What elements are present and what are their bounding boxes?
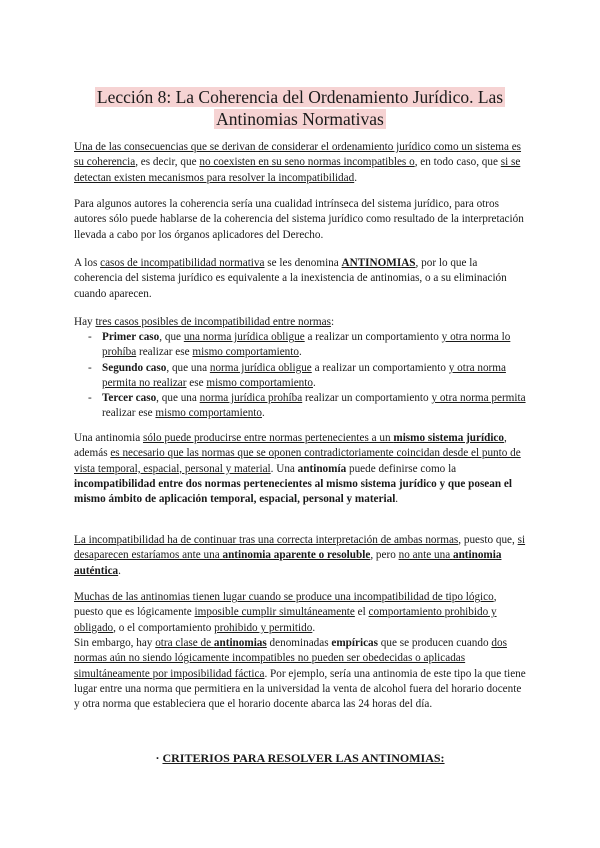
underlined-text: dos normas aún no siendo lógicamente incompatibles no pueden ser obedecidas o aplicadas simultáneamente por imposibilidad fáctica xyxy=(74,637,507,680)
underlined-text xyxy=(222,549,370,561)
text: denominadas xyxy=(266,637,332,649)
text: . Una xyxy=(270,462,298,475)
text: . xyxy=(298,346,302,359)
text: . xyxy=(312,621,316,634)
underlined-text: si desaparecen estaríamos ante una xyxy=(74,534,526,562)
text: , que una xyxy=(166,361,210,374)
dash-bullet: - xyxy=(88,331,92,343)
text: . xyxy=(312,376,316,389)
text: se les denomina xyxy=(264,257,342,269)
underlined-text: Muchas de las antinomias tienen lugar cuando se produce una incompatibilidad de tipo lógico xyxy=(74,591,494,603)
text: realizar un comportamiento xyxy=(302,392,432,405)
underlined-text: comportamiento prohibido y obligado xyxy=(74,606,497,634)
underlined-text: norma jurídica obligue xyxy=(209,361,312,374)
bold-text: Tercer caso xyxy=(102,392,157,405)
paragraph-coherencia xyxy=(74,140,526,186)
heading-bullet: · xyxy=(155,751,163,765)
text: , o el comportamiento xyxy=(113,621,215,634)
text: . Por ejemplo, sería una antinomia de este tipo la que tiene lugar entre una norma que permitiera en la universidad la venta de alcohol fuera del horario docente y otra norma que estableciera que el horario docente abarca las 24 horas del día. xyxy=(74,667,526,711)
text: a realizar un comportamiento xyxy=(311,361,449,374)
underlined-text: y otra norma lo prohíba xyxy=(102,331,511,359)
underlined-text xyxy=(214,637,267,649)
section-heading xyxy=(74,750,526,766)
text: , que xyxy=(159,331,184,343)
underlined-text xyxy=(393,432,504,444)
text: . xyxy=(395,493,399,506)
text: , en todo caso, que xyxy=(414,156,501,169)
underlined-text: no coexisten en su seno normas incompatibles o xyxy=(199,156,415,169)
list-item-primer-caso xyxy=(74,330,526,361)
bold-text: mismo sistema jurídico xyxy=(393,432,504,444)
title-line-2: Antinomias Normativas xyxy=(216,109,384,129)
text: que se producen cuando xyxy=(377,637,492,649)
text: a realizar un comportamiento xyxy=(304,331,442,343)
page-title xyxy=(40,86,560,130)
bold-text: empíricas xyxy=(331,637,378,649)
text: realizar ese xyxy=(136,346,193,359)
underlined-text: es necesario que las normas que se oponen contradictoriamente coincidan desde el punto de vista temporal, espacial, personal y material xyxy=(74,447,521,475)
underlined-text: La incompatibilidad ha de continuar tras una correcta interpretación de ambas normas xyxy=(74,534,459,546)
underlined-text: una norma jurídica obligue xyxy=(183,331,305,343)
text: , pero xyxy=(370,549,399,562)
underlined-text: y otra norma permita xyxy=(431,392,526,405)
text: realizar ese xyxy=(102,407,156,420)
text: , es decir, que xyxy=(135,156,200,169)
underlined-text: otra clase de xyxy=(155,637,214,649)
paragraph-tres-casos xyxy=(74,315,526,330)
text: Sin embargo, hay xyxy=(74,637,156,649)
paragraph-tipo-logico xyxy=(74,590,526,636)
bold-text: Segundo caso xyxy=(102,361,167,374)
text: , puesto que, xyxy=(458,534,518,546)
underlined-text: mismo comportamiento xyxy=(206,376,313,389)
list-item-tercer-caso xyxy=(74,391,526,422)
text: . xyxy=(262,407,265,420)
cases-list xyxy=(74,330,526,422)
underlined-text: si se detectan existen mecanismos para resolver la incompatibilidad xyxy=(74,156,521,184)
underlined-text: norma jurídica prohíba xyxy=(199,392,303,405)
bold-text: Primer caso xyxy=(102,331,160,343)
text: Una antinomia xyxy=(74,432,143,444)
paragraph-interpretacion xyxy=(74,533,526,579)
text: . xyxy=(354,171,358,184)
underlined-text xyxy=(342,257,416,269)
underlined-text: mismo comportamiento xyxy=(192,346,299,359)
underlined-text: tres casos posibles de incompatibilidad entre normas xyxy=(95,316,331,328)
bold-text: incompatibilidad entre dos normas pertenecientes al mismo sistema jurídico y que posean el mismo ámbito de aplicación temporal, espacial, personal y material xyxy=(74,477,512,506)
list-item-segundo-caso xyxy=(74,361,526,392)
text: , por lo que la coherencia del sistema jurídico es equivalente a la inexistencia de antinomias, o a su eliminación cuando aparecen. xyxy=(74,257,507,300)
text: : xyxy=(330,316,335,328)
paragraph-empiricas xyxy=(74,636,526,712)
dash-bullet: - xyxy=(88,361,92,374)
underlined-text: y otra norma permita no realizar xyxy=(102,361,506,389)
bold-text: antinomia aparente o resoluble xyxy=(222,549,371,562)
text: , que una xyxy=(156,392,200,405)
text: , puesto que es lógicamente xyxy=(74,591,497,619)
text: , además xyxy=(74,432,507,460)
paragraph-definicion xyxy=(74,431,526,507)
text: ese xyxy=(186,376,207,389)
bold-text: antinomias xyxy=(213,637,267,649)
paragraph-antinomias xyxy=(74,256,526,302)
text: puede definirse como la xyxy=(346,462,457,475)
underlined-text: no ante una xyxy=(398,549,453,562)
bold-text: ANTINOMIAS xyxy=(341,257,416,269)
bold-text: antinomia auténtica xyxy=(74,549,502,577)
title-line-1: Lección 8: La Coherencia del Ordenamiento Jurídico. Las xyxy=(96,87,504,107)
text: A los xyxy=(74,257,101,269)
dash-bullet: - xyxy=(88,392,92,405)
underlined-text: Una de las consecuencias que se derivan de considerar el ordenamiento jurídico como un sistema es su coherencia xyxy=(74,141,522,169)
underlined-text: casos de incompatibilidad normativa xyxy=(100,257,265,269)
text: . xyxy=(118,564,121,577)
text: Para algunos autores la coherencia sería una cualidad intrínseca del sistema jurídico, para otros autores sólo puede hablarse de la coherencia del sistema jurídico como resultado de la interpretación llevada a cabo por los órganos aplicadores del Derecho. xyxy=(74,198,524,241)
text: Hay xyxy=(74,316,96,328)
underlined-text: imposible cumplir simultáneamente xyxy=(194,606,355,619)
underlined-text: mismo comportamiento xyxy=(155,407,262,420)
underlined-text: sólo puede producirse entre normas pertenecientes a un xyxy=(142,432,394,444)
paragraph-autores xyxy=(74,197,526,243)
heading-text: CRITERIOS PARA RESOLVER LAS ANTINOMIAS: xyxy=(162,751,445,765)
underlined-text: prohibido y permitido xyxy=(214,621,313,634)
bold-text: antinomía xyxy=(297,462,347,475)
text: el xyxy=(354,606,369,619)
